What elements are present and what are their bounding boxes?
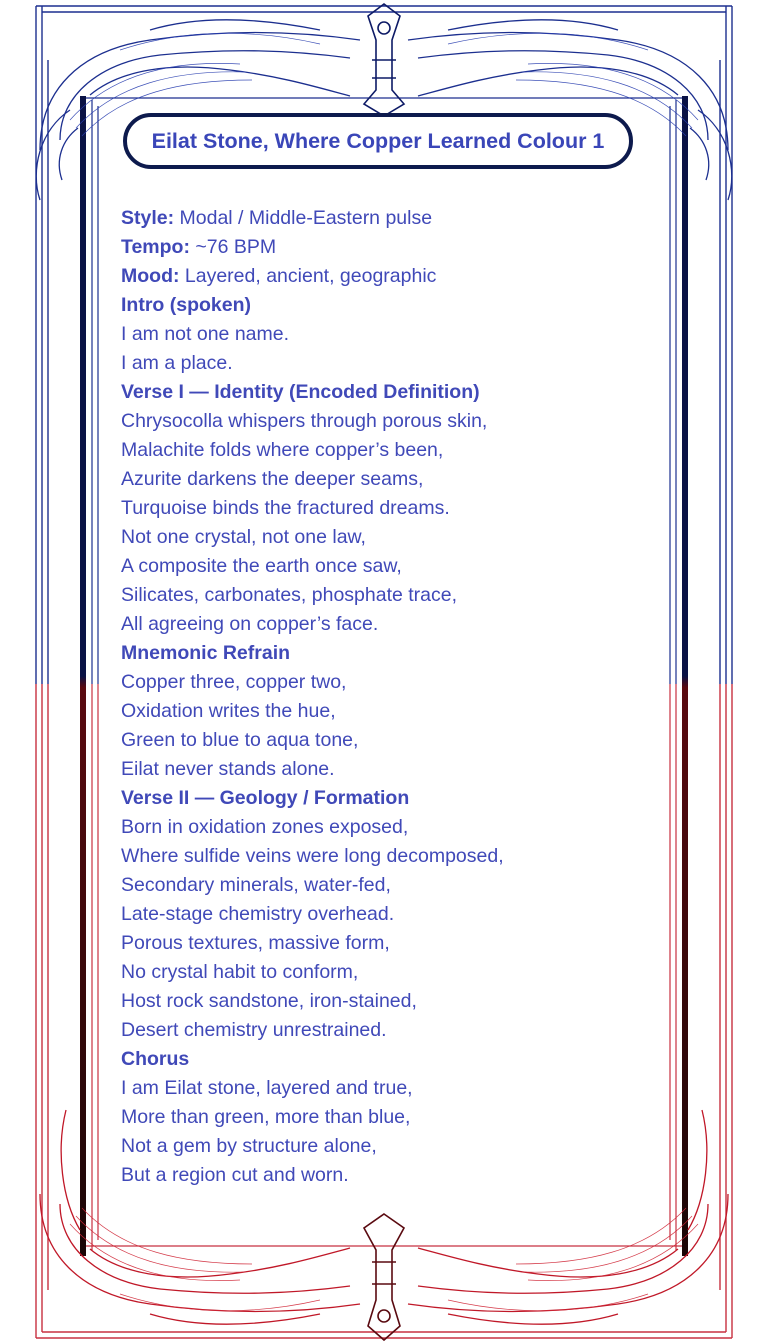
lyrics-body [121,204,641,1190]
section-heading: Chorus [121,1048,190,1070]
lyric-line: Not one crystal, not one law, [121,526,366,548]
bottom-medallion [364,1214,404,1340]
lyric-line: Secondary minerals, water-fed, [121,874,391,896]
lyric-line: I am a place. [121,352,233,374]
lyric-line: All agreeing on copper’s face. [121,613,379,635]
section-heading: Verse I — Identity (Encoded Definition) [121,381,480,403]
section-heading: Mnemonic Refrain [121,642,291,664]
lyric-line: Turquoise binds the fractured dreams. [121,497,450,519]
lyric-line: Host rock sandstone, iron-stained, [121,990,417,1012]
lyric-line: No crystal habit to conform, [121,961,359,983]
tempo-value: ~76 BPM [189,236,277,258]
lyric-line: Late-stage chemistry overhead. [121,903,395,925]
section-heading: Intro (spoken) [121,294,251,316]
lyric-line: Copper three, copper two, [121,671,347,693]
title-box [123,113,633,169]
lyric-line: Eilat never stands alone. [121,758,335,780]
tempo-label: Tempo: [121,236,190,258]
mood-label: Mood: [121,265,180,287]
section-heading: Verse II — Geology / Formation [121,787,410,809]
lyric-line: Oxidation writes the hue, [121,700,336,722]
style-line [121,204,641,233]
lyric-line: Silicates, carbonates, phosphate trace, [121,584,458,606]
lyric-line: Malachite folds where copper’s been, [121,439,444,461]
lyric-line: A composite the earth once saw, [121,555,402,577]
lyric-line: I am not one name. [121,323,290,345]
lyric-line: Born in oxidation zones exposed, [121,816,409,838]
top-medallion [364,4,404,116]
style-label: Style: [121,207,175,229]
mood-line [121,262,641,291]
lyric-line: Desert chemistry unrestrained. [121,1019,387,1041]
lyric-line: Chrysocolla whispers through porous skin, [121,410,488,432]
lyric-line: More than green, more than blue, [121,1106,411,1128]
page-title: Eilat Stone, Where Copper Learned Colour 1 [151,128,605,153]
lyric-line: I am Eilat stone, layered and true, [121,1077,413,1099]
lyric-line: Where sulfide veins were long decomposed, [121,845,504,867]
tempo-line [121,233,641,262]
lyric-line: Green to blue to aqua tone, [121,729,359,751]
lyric-line: Not a gem by structure alone, [121,1135,377,1157]
lyric-line: But a region cut and worn. [121,1164,349,1186]
top-ornament [36,20,732,200]
style-value: Modal / Middle-Eastern pulse [174,207,433,229]
mood-value: Layered, ancient, geographic [179,265,437,287]
lyric-line: Porous textures, massive form, [121,932,390,954]
lyric-line: Azurite darkens the deeper seams, [121,468,424,490]
